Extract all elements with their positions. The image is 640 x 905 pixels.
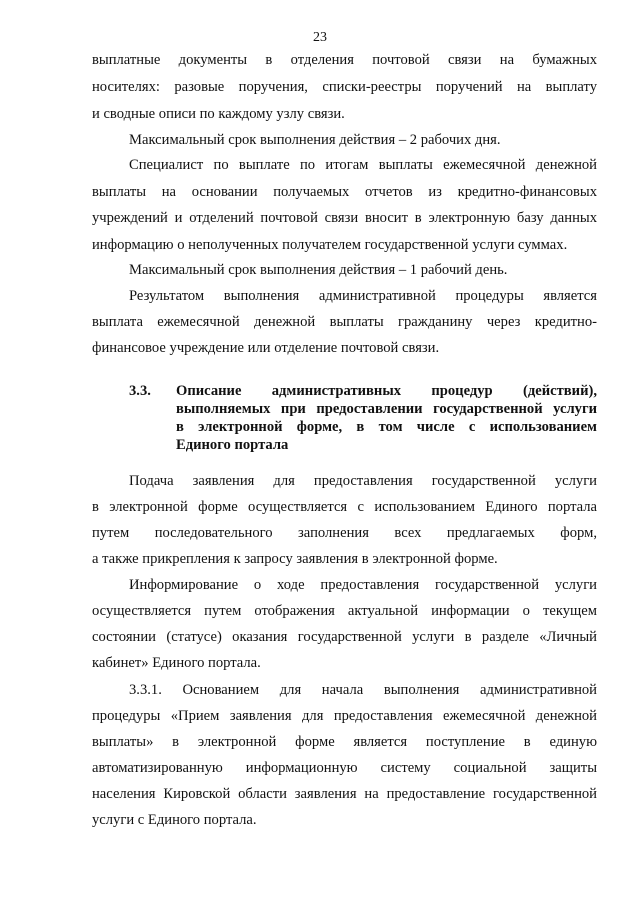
text-line: Максимальный срок выполнения действия – 2 рабочих дня. bbox=[129, 132, 501, 148]
text-line: Специалист по выплате по итогам выплаты ежемесячной денежной bbox=[129, 157, 597, 173]
section-title-line: в электронной форме, в том числе с использованием bbox=[176, 419, 597, 435]
section-title-line: выполняемых при предоставлении государственной услуги bbox=[176, 401, 597, 417]
section-number: 3.3. bbox=[129, 383, 151, 399]
text-line: кабинет» Единого портала. bbox=[92, 655, 261, 671]
text-line: учреждений и отделений почтовой связи вносит в электронную базу данных bbox=[92, 210, 597, 226]
section-title-line: Единого портала bbox=[176, 437, 289, 453]
text-line: в электронной форме осуществляется с использованием Единого портала bbox=[92, 499, 597, 515]
text-line: выплата ежемесячной денежной выплаты гражданину через кредитно- bbox=[92, 314, 597, 330]
text-line: Подача заявления для предоставления государственной услуги bbox=[129, 473, 597, 489]
text-line: путем последовательного заполнения всех предлагаемых форм, bbox=[92, 525, 597, 541]
text-line: осуществляется путем отображения актуальной информации о текущем bbox=[92, 603, 597, 619]
text-line: носителях: разовые поручения, списки-реестры поручений на выплату bbox=[92, 79, 597, 95]
text-line: а также прикрепления к запросу заявления в электронной форме. bbox=[92, 551, 498, 567]
text-line: финансовое учреждение или отделение почтовой связи. bbox=[92, 340, 440, 356]
text-line: процедуры «Прием заявления для предоставления ежемесячной денежной bbox=[92, 708, 597, 724]
page-number: 23 bbox=[313, 30, 327, 45]
section-title-line: Описание административных процедур (действий), bbox=[176, 383, 597, 399]
text-line: 3.3.1. Основанием для начала выполнения административной bbox=[129, 682, 597, 698]
text-line: выплатные документы в отделения почтовой связи на бумажных bbox=[92, 52, 597, 68]
text-line: выплаты» в электронной форме является поступление в единую bbox=[92, 734, 597, 750]
text-line: населения Кировской области заявления на предоставление государственной bbox=[92, 786, 597, 802]
text-line: информацию о неполученных получателем государственной услуги суммах. bbox=[92, 237, 568, 253]
text-line: Максимальный срок выполнения действия – 1 рабочий день. bbox=[129, 262, 508, 278]
text-line: автоматизированную информационную систему социальной защиты bbox=[92, 760, 597, 776]
text-line: услуги с Единого портала. bbox=[92, 812, 257, 828]
text-line: выплаты на основании получаемых отчетов из кредитно-финансовых bbox=[92, 184, 597, 200]
text-line: состоянии (статусе) оказания государственной услуги в разделе «Личный bbox=[92, 629, 597, 645]
text-line: Результатом выполнения административной процедуры является bbox=[129, 288, 597, 304]
text-line: Информирование о ходе предоставления государственной услуги bbox=[129, 577, 597, 593]
text-line: и сводные описи по каждому узлу связи. bbox=[92, 106, 345, 122]
